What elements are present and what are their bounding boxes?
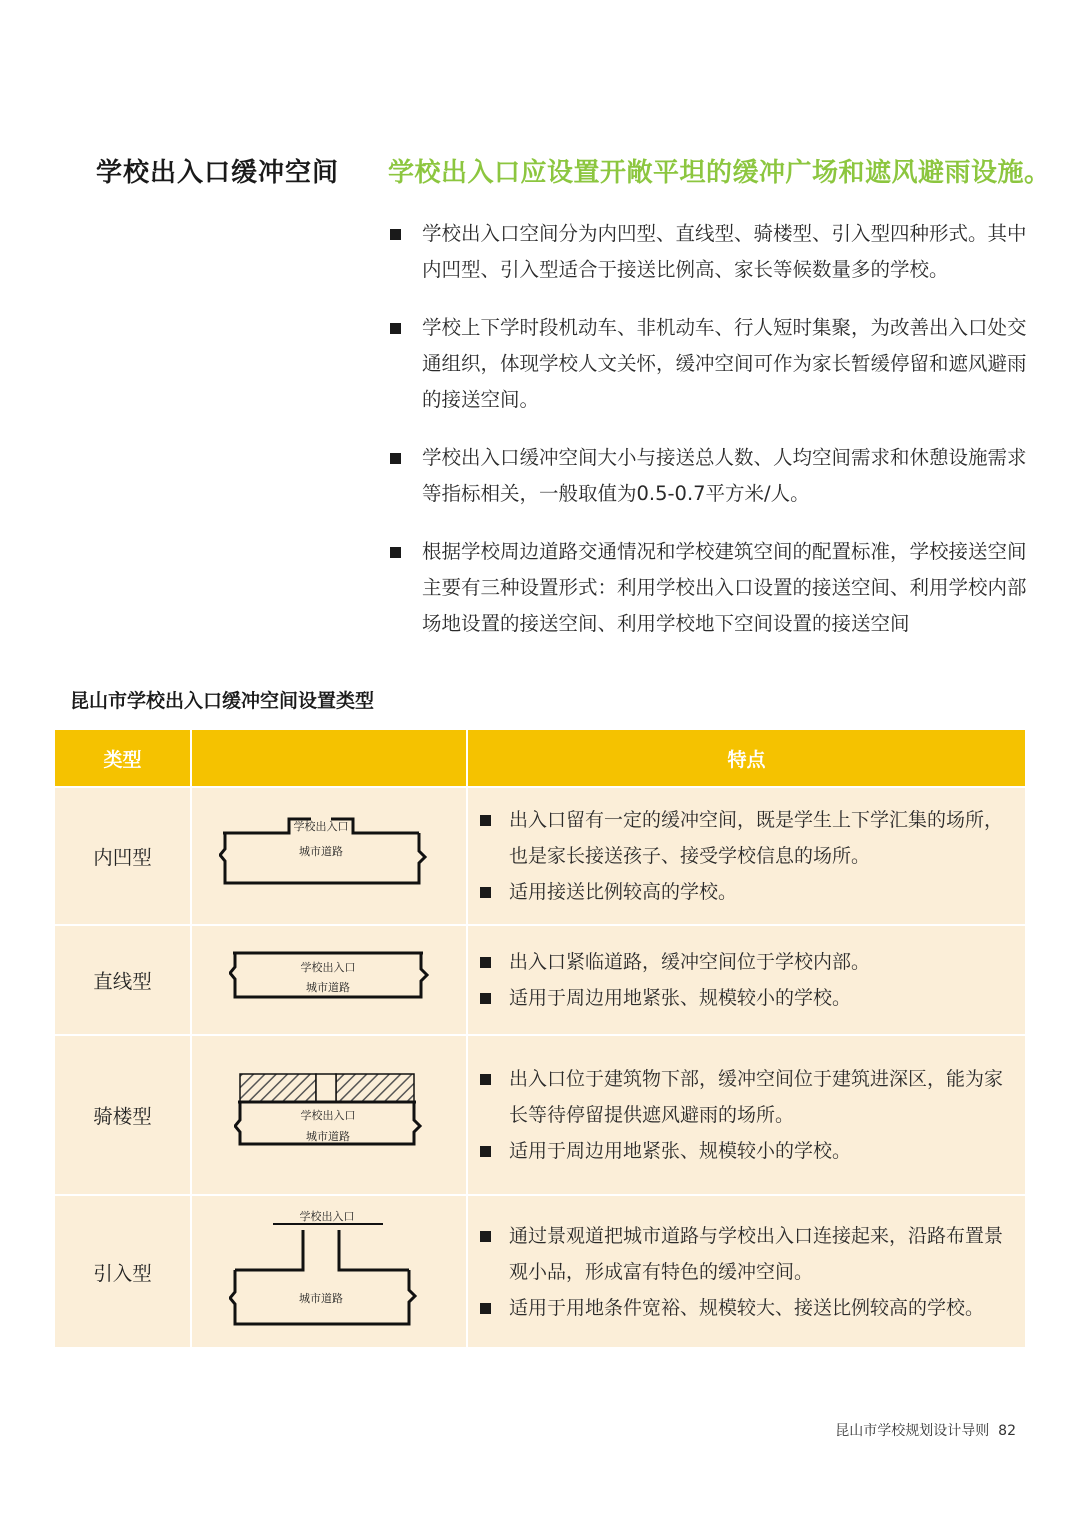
table-row: [55, 925, 1025, 1035]
feature-item: [480, 980, 1015, 1016]
diagram-straight: [191, 925, 467, 1035]
bullet-square-icon: [390, 453, 401, 464]
feature-text: 出入口紧临道路，缓冲空间位于学校内部。: [509, 951, 871, 973]
diagram-recessed: [191, 787, 467, 925]
feature-text: 通过景观道把城市道路与学校出入口连接起来，沿路布置景观小品，形成富有特色的缓冲空间。: [509, 1224, 1004, 1283]
feature-text: 适用接送比例较高的学校。: [509, 881, 738, 903]
diagram-road-label: 城市道路: [299, 845, 343, 858]
row-features: [467, 1035, 1025, 1195]
table-row: [55, 1035, 1025, 1195]
bullet-square-icon: [480, 887, 491, 898]
straight-diagram-svg: [229, 945, 429, 1011]
table-row: [55, 787, 1025, 925]
diagram-arcade: [191, 1035, 467, 1195]
feature-item: [480, 944, 1015, 980]
bullet-text: 根据学校周边道路交通情况和学校建筑空间的配置标准，学校接送空间主要有三种设置形式：利用学校出入口设置的接送空间、利用学校内部场地设置的接送空间、利用学校地下空间设置的接送空间: [422, 540, 1027, 635]
bullet-square-icon: [480, 1303, 491, 1314]
row-type: 引入型: [55, 1195, 191, 1347]
feature-item: [480, 1133, 1015, 1169]
diagram-lead-in: [191, 1195, 467, 1347]
diagram-entrance-label: 学校出入口: [299, 1209, 355, 1223]
row-features: [467, 787, 1025, 925]
headline: 学校出入口应设置开敞平坦的缓冲广场和遮风避雨设施。: [388, 158, 1051, 188]
bullet-square-icon: [480, 1146, 491, 1157]
footer-guide-name: 昆山市学校规划设计导则: [835, 1423, 990, 1439]
feature-item: [480, 802, 1015, 874]
recessed-diagram-svg: [219, 809, 439, 899]
diagram-road-label: 城市道路: [306, 1130, 350, 1143]
bullet-item: [390, 440, 1030, 512]
row-type: 内凹型: [55, 787, 191, 925]
lead-in-diagram-svg: [229, 1206, 429, 1334]
footer-page-number: 82: [998, 1423, 1016, 1439]
feature-text: 适用于周边用地紧张、规模较小的学校。: [509, 1140, 852, 1162]
feature-text: 出入口留有一定的缓冲空间，既是学生上下学汇集的场所，也是家长接送孩子、接受学校信息的场所。: [509, 809, 1004, 867]
bullet-square-icon: [390, 547, 401, 558]
diagram-road-label: 城市道路: [306, 981, 350, 994]
feature-item: [480, 1061, 1015, 1133]
feature-item: [480, 874, 1015, 910]
row-type: 骑楼型: [55, 1035, 191, 1195]
bullet-square-icon: [390, 229, 401, 240]
buffer-space-table: [55, 730, 1025, 1347]
bullet-text: 学校出入口缓冲空间大小与接送总人数、人均空间需求和休憩设施需求等指标相关，一般取值为0.5-0.7平方米/人。: [422, 446, 1027, 505]
bullet-square-icon: [480, 993, 491, 1004]
bullet-square-icon: [480, 815, 491, 826]
bullet-square-icon: [480, 957, 491, 968]
bullet-text: 学校出入口空间分为内凹型、直线型、骑楼型、引入型四种形式。其中内凹型、引入型适合于接送比例高、家长等候数量多的学校。: [422, 222, 1027, 281]
bullet-square-icon: [480, 1231, 491, 1242]
bullet-item: [390, 534, 1030, 642]
diagram-entrance-label: 学校出入口: [300, 1109, 356, 1122]
table-header-row: [55, 730, 1025, 787]
row-features: [467, 1195, 1025, 1347]
bullet-list: [390, 216, 1030, 664]
table-title: 昆山市学校出入口缓冲空间设置类型: [70, 690, 375, 712]
bullet-item: [390, 216, 1030, 288]
feature-text: 适用于周边用地紧张、规模较小的学校。: [509, 987, 852, 1009]
arcade-diagram-svg: [234, 1070, 424, 1156]
section-title: 学校出入口缓冲空间: [96, 158, 340, 188]
bullet-square-icon: [390, 323, 401, 334]
feature-text: 适用于用地条件宽裕、规模较大、接送比例较高的学校。: [509, 1296, 985, 1319]
bullet-item: [390, 310, 1030, 418]
header-features: 特点: [467, 730, 1025, 787]
bullet-text: 学校上下学时段机动车、非机动车、行人短时集聚，为改善出入口处交通组织，体现学校人文关怀，缓冲空间可作为家长暂缓停留和遮风避雨的接送空间。: [422, 316, 1027, 411]
page-footer: [835, 1420, 1016, 1440]
row-type: 直线型: [55, 925, 191, 1035]
diagram-entrance-label: 学校出入口: [293, 820, 349, 833]
feature-item: [480, 1290, 1015, 1326]
feature-text: 出入口位于建筑物下部，缓冲空间位于建筑进深区，能为家长等待停留提供遮风避雨的场所。: [509, 1068, 1004, 1126]
table-row: [55, 1195, 1025, 1347]
bullet-square-icon: [480, 1074, 491, 1085]
diagram-road-label: 城市道路: [299, 1291, 343, 1305]
header-type: 类型: [55, 730, 191, 787]
row-features: [467, 925, 1025, 1035]
feature-item: [480, 1218, 1015, 1290]
header-diagram: [191, 730, 467, 787]
diagram-entrance-label: 学校出入口: [300, 961, 356, 974]
